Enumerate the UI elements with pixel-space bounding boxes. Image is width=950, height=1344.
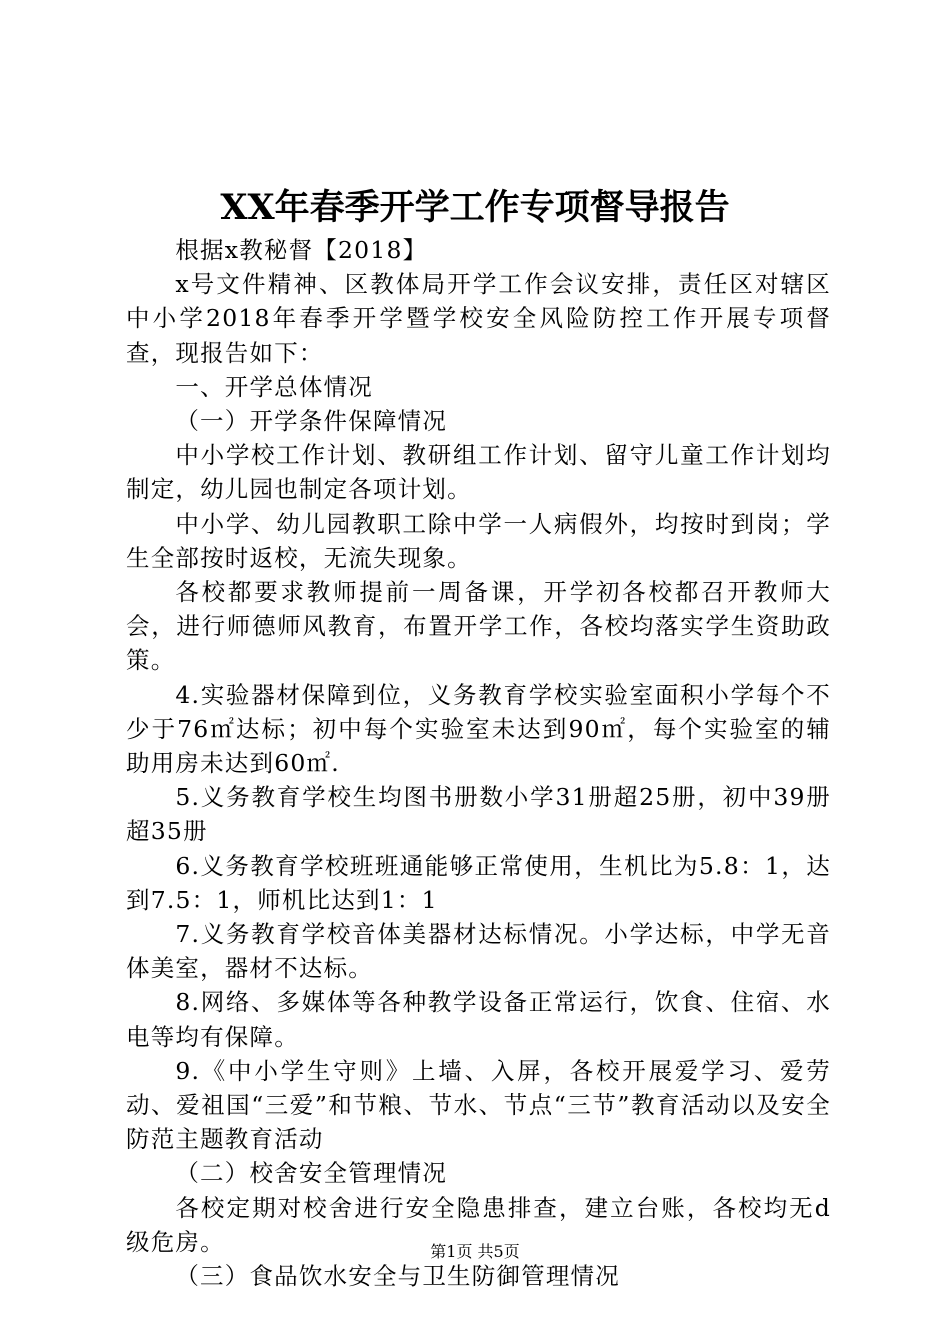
paragraph: 4.实验器材保障到位，义务教育学校实验室面积小学每个不少于76㎡达标；初中每个实验室未达到90㎡，每个实验室的辅助用房未达到60㎡. (126, 680, 831, 778)
page-footer: 第1页 共5页 (430, 1242, 520, 1261)
subsection-heading: （三）食品饮水安全与卫生防御管理情况 (175, 1262, 620, 1291)
paragraph: 中小学校工作计划、教研组工作计划、留守儿童工作计划均制定，幼儿园也制定各项计划。 (126, 441, 831, 504)
paragraph: 根据x教秘督【2018】 (175, 236, 428, 264)
paragraph: 9.《中小学生守则》上墙、入屏，各校开展爱学习、爱劳动、爱祖国“三爱”和节粮、节水、节点“三节”教育活动以及安全防范主题教育活动 (126, 1056, 831, 1154)
document-title: XX年春季开学工作专项督导报告 (220, 187, 730, 228)
paragraph: 5.义务教育学校生均图书册数小学31册超25册，初中39册超35册 (126, 783, 831, 846)
paragraph: 7.义务教育学校音体美器材达标情况。小学达标，中学无音体美室，器材不达标。 (126, 920, 831, 983)
paragraph: 各校定期对校舍进行安全隐患排查，建立台账，各校均无d级危房。 (126, 1193, 831, 1256)
paragraph: 8.网络、多媒体等各种教学设备正常运行，饮食、住宿、水电等均有保障。 (126, 988, 831, 1051)
paragraph: 6.义务教育学校班班通能够正常使用，生机比为5.8：1，达到7.5：1，师机比达到1：1 (126, 851, 831, 914)
paragraph: x号文件精神、区教体局开学工作会议安排，责任区对辖区中小学2018年春季开学暨学校安全风险防控工作开展专项督查，现报告如下： (126, 270, 831, 367)
paragraph: 各校都要求教师提前一周备课，开学初各校都召开教师大会，进行师德师风教育，布置开学工作，各校均落实学生资助政策。 (126, 578, 831, 675)
document-body (126, 233, 831, 1293)
paragraph: 中小学、幼儿园教职工除中学一人病假外，均按时到岗；学生全部按时返校，无流失现象。 (126, 509, 831, 572)
subsection-heading: （二）校舍安全管理情况 (175, 1159, 448, 1188)
subsection-heading: （一）开学条件保障情况 (175, 407, 448, 436)
section-heading: 一、开学总体情况 (175, 372, 373, 401)
